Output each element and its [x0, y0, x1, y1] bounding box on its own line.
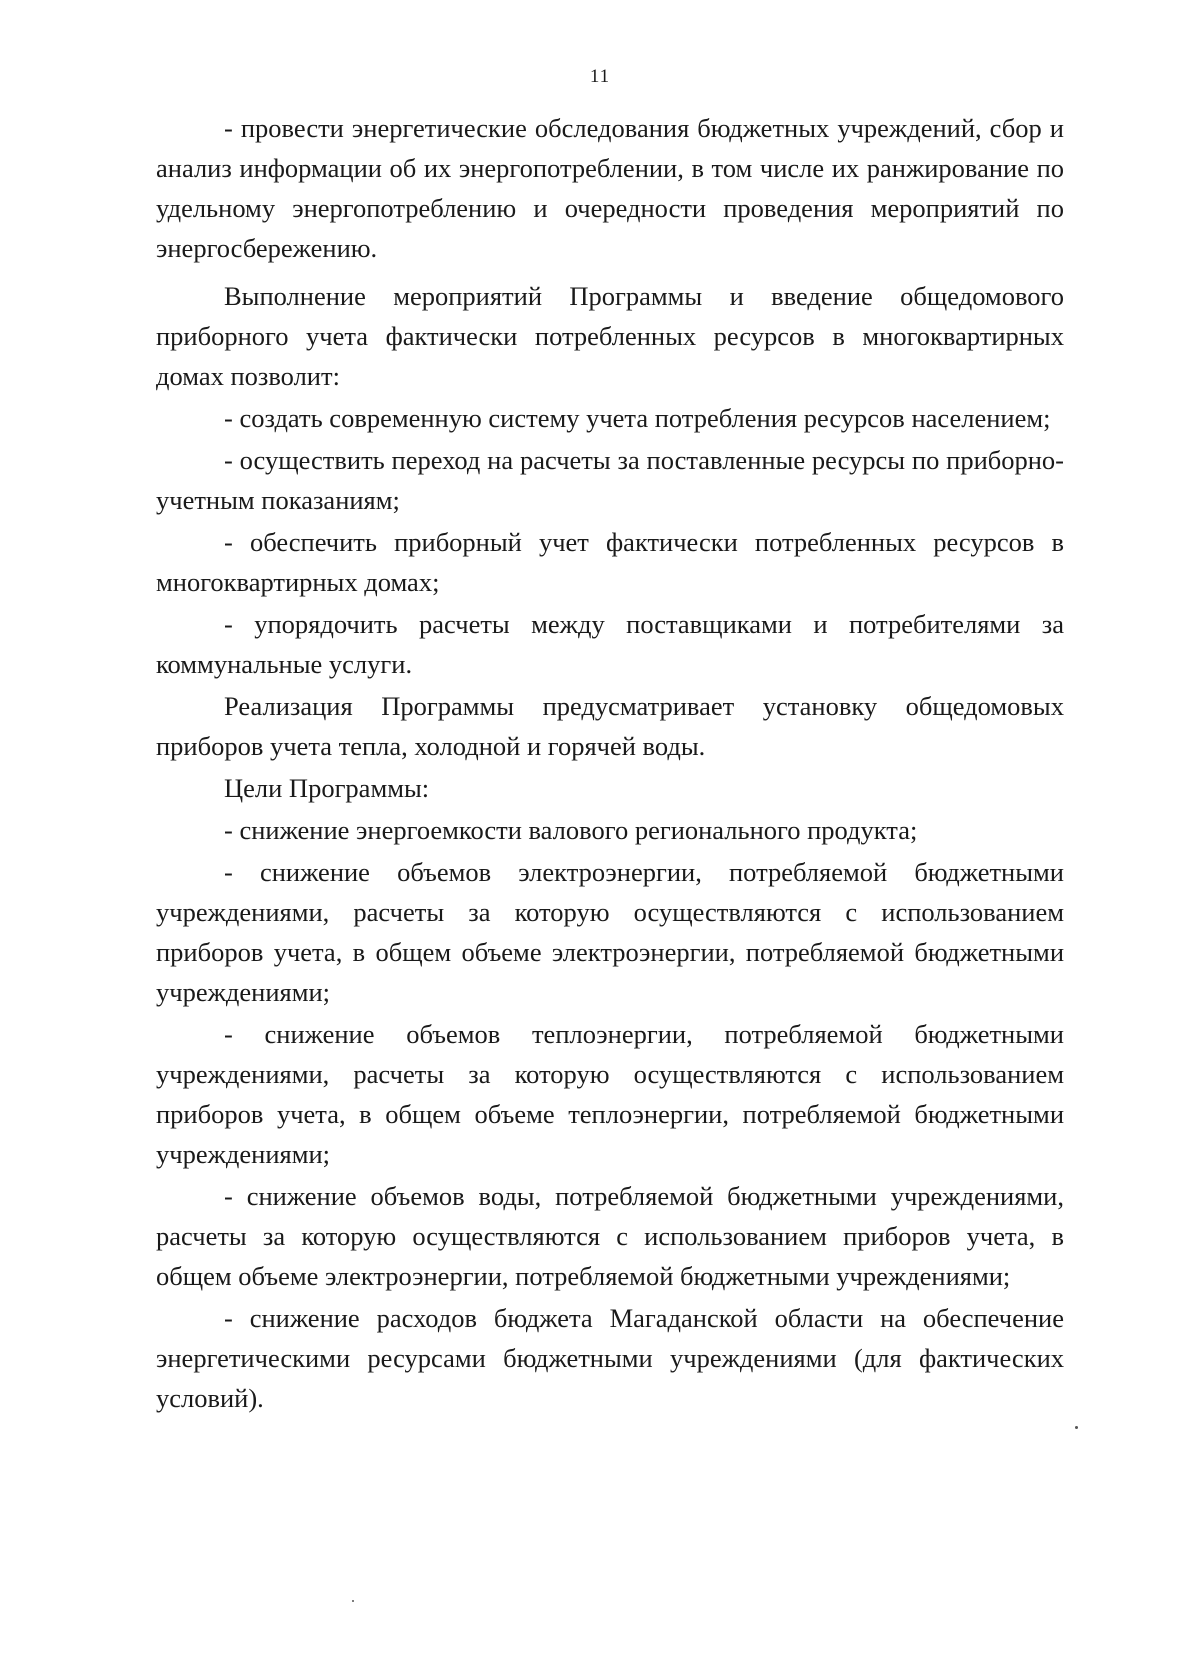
paragraph-goal-electricity: - снижение объемов электроэнергии, потребляемой бюджетными учреждениями, расчеты за которую осуществляются с использованием приборов учета, в общем объеме электроэнергии, потребляемой бюджетными учреждениями;: [156, 857, 1064, 1007]
paragraph-goal-heat: - снижение объемов теплоэнергии, потребляемой бюджетными учреждениями, расчеты за которую осуществляются с использованием приборов учета, в общем объеме теплоэнергии, потребляемой бюджетными учреждениями;: [156, 1019, 1064, 1169]
paragraph-goals-heading: Цели Программы:: [224, 773, 430, 803]
document-body: [156, 108, 1064, 1418]
scan-speck: [1075, 1426, 1078, 1429]
paragraph-settlements: - упорядочить расчеты между поставщиками и потребителями за коммунальные услуги.: [156, 609, 1064, 679]
paragraph-goal-budget: - снижение расходов бюджета Магаданской области на обеспечение энергетическими ресурсами бюджетными учреждениями (для фактических условий).: [156, 1303, 1064, 1413]
scan-speck: [352, 1600, 354, 1602]
paragraph-goal-energy-intensity: - снижение энергоемкости валового регионального продукта;: [224, 815, 918, 845]
paragraph-provide-metering: - обеспечить приборный учет фактически потребленных ресурсов в многоквартирных домах;: [156, 527, 1064, 597]
paragraph-energy-audit: - провести энергетические обследования бюджетных учреждений, сбор и анализ информации об их энергопотреблении, в том числе их ранжирование по удельному энергопотреблению и очередности проведения мероприятий по энергосбережению.: [156, 113, 1064, 263]
paragraph-program-implementation: Выполнение мероприятий Программы и введение общедомового приборного учета фактически потребленных ресурсов в многоквартирных домах позволит:: [156, 281, 1064, 391]
paragraph-meter-installation: Реализация Программы предусматривает установку общедомовых приборов учета тепла, холодной и горячей воды.: [156, 691, 1064, 761]
paragraph-create-system: - создать современную систему учета потребления ресурсов населением;: [224, 403, 1051, 433]
page-number: 11: [589, 66, 611, 87]
paragraph-metered-billing: - осуществить переход на расчеты за поставленные ресурсы по приборно-учетным показаниям;: [156, 445, 1064, 515]
paragraph-goal-water: - снижение объемов воды, потребляемой бюджетными учреждениями, расчеты за которую осуществляются с использованием приборов учета, в общем объеме электроэнергии, потребляемой бюджетными учреждениями;: [156, 1181, 1064, 1291]
